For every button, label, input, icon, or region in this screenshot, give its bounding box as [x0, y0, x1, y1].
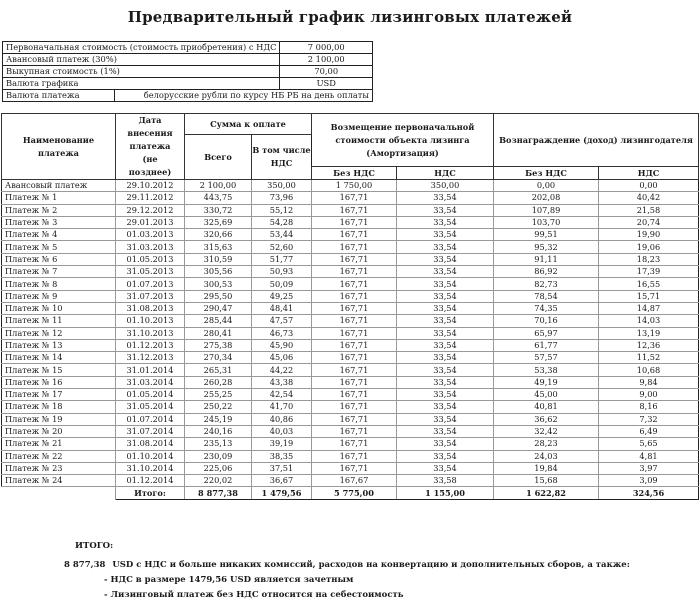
row-amort-vat: 33,54	[397, 352, 494, 364]
summary-amount: 8 877,38	[64, 560, 106, 570]
row-amort-novat: 167,71	[312, 302, 397, 314]
row-reward-novat: 45,00	[494, 389, 599, 401]
row-date: 31.12.2013	[116, 352, 185, 364]
row-reward-novat: 40,81	[494, 401, 599, 413]
row-name: Платеж № 6	[2, 253, 116, 265]
row-amort-novat: 167,71	[312, 216, 397, 228]
row-amort-vat: 33,54	[397, 425, 494, 437]
row-date: 01.10.2013	[116, 315, 185, 327]
row-sum-total: 235,13	[185, 438, 252, 450]
row-reward-novat: 82,73	[494, 278, 599, 290]
table-row	[2, 401, 699, 413]
summary-bullet: - НДС в размере 1479,56 USD является зачетным	[104, 575, 354, 585]
row-reward-vat: 20,74	[599, 216, 699, 228]
row-amort-novat: 167,71	[312, 253, 397, 265]
row-date: 01.07.2013	[116, 278, 185, 290]
row-reward-vat: 21,58	[599, 204, 699, 216]
row-reward-novat: 15,68	[494, 475, 599, 487]
row-date: 01.07.2014	[116, 413, 185, 425]
table-row	[2, 413, 699, 425]
row-reward-vat: 3,97	[599, 462, 699, 474]
header-amort-vat: НДС	[397, 167, 494, 180]
row-reward-novat: 95,32	[494, 241, 599, 253]
info-value: белорусские рубли по курсу НБ РБ на день оплаты	[115, 90, 373, 102]
row-date: 31.10.2014	[116, 462, 185, 474]
row-name: Платеж № 8	[2, 278, 116, 290]
row-reward-novat: 32,42	[494, 425, 599, 437]
row-reward-vat: 12,36	[599, 339, 699, 351]
totals-amort-vat: 1 155,00	[397, 487, 494, 499]
table-row	[2, 290, 699, 302]
row-reward-novat: 70,16	[494, 315, 599, 327]
row-amort-novat: 1 750,00	[312, 180, 397, 192]
row-sum-vat: 43,38	[252, 376, 312, 388]
row-reward-novat: 49,19	[494, 376, 599, 388]
row-sum-vat: 73,96	[252, 192, 312, 204]
row-reward-vat: 3,09	[599, 475, 699, 487]
row-sum-total: 315,63	[185, 241, 252, 253]
row-date: 29.10.2012	[116, 180, 185, 192]
row-amort-vat: 33,54	[397, 462, 494, 474]
row-date: 29.12.2012	[116, 204, 185, 216]
table-row	[2, 475, 699, 487]
table-row	[2, 229, 699, 241]
row-amort-novat: 167,71	[312, 352, 397, 364]
row-sum-total: 310,59	[185, 253, 252, 265]
row-date: 31.08.2013	[116, 302, 185, 314]
totals-sum-vat: 1 479,56	[252, 487, 312, 499]
table-row	[2, 352, 699, 364]
row-sum-vat: 41,70	[252, 401, 312, 413]
row-amort-vat: 33,54	[397, 339, 494, 351]
row-sum-total: 290,47	[185, 302, 252, 314]
row-amort-novat: 167,71	[312, 401, 397, 413]
row-sum-total: 295,50	[185, 290, 252, 302]
row-date: 01.03.2013	[116, 229, 185, 241]
row-amort-novat: 167,71	[312, 241, 397, 253]
row-amort-vat: 33,54	[397, 216, 494, 228]
row-date: 31.01.2014	[116, 364, 185, 376]
row-name: Платеж № 9	[2, 290, 116, 302]
header-date: Дата внесения платежа (не позднее)	[116, 114, 185, 180]
row-sum-vat: 51,77	[252, 253, 312, 265]
table-row	[2, 216, 699, 228]
row-name: Платеж № 11	[2, 315, 116, 327]
table-row	[2, 462, 699, 474]
row-name: Платеж № 19	[2, 413, 116, 425]
row-reward-novat: 103,70	[494, 216, 599, 228]
row-reward-novat: 28,23	[494, 438, 599, 450]
row-date: 01.10.2014	[116, 450, 185, 462]
row-amort-vat: 33,54	[397, 401, 494, 413]
row-name: Платеж № 5	[2, 241, 116, 253]
row-amort-vat: 33,54	[397, 327, 494, 339]
row-date: 01.12.2014	[116, 475, 185, 487]
row-reward-novat: 36,62	[494, 413, 599, 425]
row-date: 01.05.2013	[116, 253, 185, 265]
row-sum-total: 220,02	[185, 475, 252, 487]
row-reward-novat: 74,35	[494, 302, 599, 314]
row-reward-novat: 19,84	[494, 462, 599, 474]
table-row	[2, 302, 699, 314]
row-name: Платеж № 21	[2, 438, 116, 450]
row-amort-novat: 167,71	[312, 462, 397, 474]
row-sum-vat: 52,60	[252, 241, 312, 253]
row-date: 31.05.2014	[116, 401, 185, 413]
row-reward-vat: 8,16	[599, 401, 699, 413]
totals-amort-novat: 5 775,00	[312, 487, 397, 499]
row-reward-vat: 19,90	[599, 229, 699, 241]
row-sum-total: 240,16	[185, 425, 252, 437]
row-name: Платеж № 15	[2, 364, 116, 376]
row-sum-vat: 36,67	[252, 475, 312, 487]
info-row	[3, 78, 373, 90]
row-reward-vat: 5,65	[599, 438, 699, 450]
table-row	[2, 376, 699, 388]
row-date: 31.07.2014	[116, 425, 185, 437]
table-row	[2, 204, 699, 216]
row-amort-vat: 33,54	[397, 302, 494, 314]
info-row	[3, 90, 373, 102]
row-amort-novat: 167,67	[312, 475, 397, 487]
row-sum-total: 320,66	[185, 229, 252, 241]
row-sum-total: 245,19	[185, 413, 252, 425]
row-amort-novat: 167,71	[312, 315, 397, 327]
row-sum-vat: 38,35	[252, 450, 312, 462]
totals-label: Итого:	[116, 487, 185, 499]
row-reward-novat: 24,03	[494, 450, 599, 462]
row-sum-vat: 55,12	[252, 204, 312, 216]
row-reward-vat: 13,19	[599, 327, 699, 339]
row-name: Платеж № 20	[2, 425, 116, 437]
row-reward-novat: 99,51	[494, 229, 599, 241]
row-amort-novat: 167,71	[312, 389, 397, 401]
row-sum-total: 330,72	[185, 204, 252, 216]
row-reward-novat: 91,11	[494, 253, 599, 265]
row-reward-novat: 78,54	[494, 290, 599, 302]
row-date: 31.03.2014	[116, 376, 185, 388]
row-amort-novat: 167,71	[312, 450, 397, 462]
info-label: Первоначальная стоимость (стоимость приобретения) с НДС	[3, 42, 280, 54]
header-amortization-group: Возмещение первоначальной стоимости объекта лизинга (Амортизация)	[312, 114, 494, 167]
row-amort-novat: 167,71	[312, 438, 397, 450]
row-date: 31.07.2013	[116, 290, 185, 302]
row-reward-vat: 4,81	[599, 450, 699, 462]
row-date: 01.05.2014	[116, 389, 185, 401]
row-amort-vat: 33,54	[397, 376, 494, 388]
info-label: Авансовый платеж (30%)	[3, 54, 280, 66]
row-sum-total: 255,25	[185, 389, 252, 401]
info-label: Валюта графика	[3, 78, 280, 90]
row-sum-total: 265,31	[185, 364, 252, 376]
row-amort-vat: 33,54	[397, 266, 494, 278]
row-sum-total: 285,44	[185, 315, 252, 327]
table-row	[2, 389, 699, 401]
row-reward-vat: 7,32	[599, 413, 699, 425]
info-value: USD	[280, 78, 373, 90]
table-row	[2, 192, 699, 204]
row-amort-novat: 167,71	[312, 425, 397, 437]
row-name: Платеж № 16	[2, 376, 116, 388]
row-sum-total: 280,41	[185, 327, 252, 339]
schedule-rows	[2, 180, 699, 487]
row-reward-vat: 40,42	[599, 192, 699, 204]
table-row	[2, 327, 699, 339]
row-reward-vat: 18,23	[599, 253, 699, 265]
row-date: 29.01.2013	[116, 216, 185, 228]
row-amort-novat: 167,71	[312, 339, 397, 351]
row-sum-vat: 40,86	[252, 413, 312, 425]
totals-row	[2, 487, 699, 499]
row-amort-novat: 167,71	[312, 364, 397, 376]
summary-heading: ИТОГО:	[75, 541, 114, 551]
totals-empty	[2, 487, 116, 499]
row-sum-vat: 39,19	[252, 438, 312, 450]
row-sum-total: 2 100,00	[185, 180, 252, 192]
row-amort-vat: 33,54	[397, 229, 494, 241]
row-reward-vat: 19,06	[599, 241, 699, 253]
row-name: Платеж № 24	[2, 475, 116, 487]
row-reward-novat: 0,00	[494, 180, 599, 192]
row-sum-vat: 45,90	[252, 339, 312, 351]
table-row	[2, 180, 699, 192]
row-name: Платеж № 2	[2, 204, 116, 216]
row-amort-vat: 33,58	[397, 475, 494, 487]
row-sum-vat: 42,54	[252, 389, 312, 401]
row-name: Платеж № 13	[2, 339, 116, 351]
row-sum-vat: 46,73	[252, 327, 312, 339]
row-name: Платеж № 17	[2, 389, 116, 401]
info-label: Валюта платежа	[3, 90, 115, 102]
info-row	[3, 66, 373, 78]
row-name: Платеж № 7	[2, 266, 116, 278]
row-name: Платеж № 3	[2, 216, 116, 228]
header-sum-vat: В том числе НДС	[252, 135, 312, 180]
row-sum-vat: 54,28	[252, 216, 312, 228]
row-sum-vat: 53,44	[252, 229, 312, 241]
totals-reward-novat: 1 622,82	[494, 487, 599, 499]
row-amort-vat: 350,00	[397, 180, 494, 192]
table-row	[2, 450, 699, 462]
row-name: Платеж № 22	[2, 450, 116, 462]
row-reward-vat: 6,49	[599, 425, 699, 437]
row-reward-novat: 53,38	[494, 364, 599, 376]
row-date: 31.05.2013	[116, 266, 185, 278]
row-amort-vat: 33,54	[397, 438, 494, 450]
row-amort-novat: 167,71	[312, 278, 397, 290]
info-row	[3, 42, 373, 54]
row-date: 31.10.2013	[116, 327, 185, 339]
table-row	[2, 438, 699, 450]
row-name: Платеж № 14	[2, 352, 116, 364]
row-name: Платеж № 10	[2, 302, 116, 314]
row-reward-novat: 107,89	[494, 204, 599, 216]
row-sum-total: 300,53	[185, 278, 252, 290]
row-sum-total: 305,56	[185, 266, 252, 278]
page-title: Предварительный график лизинговых платежей	[127, 8, 573, 26]
row-date: 01.12.2013	[116, 339, 185, 351]
row-amort-vat: 33,54	[397, 389, 494, 401]
row-name: Платеж № 18	[2, 401, 116, 413]
header-name: Наименование платежа	[2, 114, 116, 180]
header-sum-group: Сумма к оплате	[185, 114, 312, 135]
row-sum-vat: 47,57	[252, 315, 312, 327]
row-sum-vat: 44,22	[252, 364, 312, 376]
totals-sum-total: 8 877,38	[185, 487, 252, 499]
row-amort-vat: 33,54	[397, 413, 494, 425]
row-name: Платеж № 4	[2, 229, 116, 241]
table-row	[2, 241, 699, 253]
summary-text: USD с НДС и больше никаких комиссий, расходов на конвертацию и дополнительных сборов, а также:	[112, 560, 630, 570]
row-amort-vat: 33,54	[397, 278, 494, 290]
summary-line	[64, 560, 630, 570]
row-reward-vat: 15,71	[599, 290, 699, 302]
table-row	[2, 253, 699, 265]
table-row	[2, 339, 699, 351]
row-sum-vat: 45,06	[252, 352, 312, 364]
info-value: 70,00	[280, 66, 373, 78]
row-sum-vat: 40,03	[252, 425, 312, 437]
header-reward-novat: Без НДС	[494, 167, 599, 180]
info-value: 7 000,00	[280, 42, 373, 54]
table-row	[2, 364, 699, 376]
row-sum-total: 325,69	[185, 216, 252, 228]
summary-bullet: - Лизинговый платеж без НДС относится на себестоимость	[104, 590, 404, 600]
row-reward-vat: 17,39	[599, 266, 699, 278]
row-sum-vat: 49,25	[252, 290, 312, 302]
row-amort-vat: 33,54	[397, 192, 494, 204]
table-row	[2, 266, 699, 278]
info-label: Выкупная стоимость (1%)	[3, 66, 280, 78]
row-reward-vat: 14,03	[599, 315, 699, 327]
row-reward-vat: 0,00	[599, 180, 699, 192]
table-row	[2, 315, 699, 327]
row-reward-novat: 86,92	[494, 266, 599, 278]
row-name: Платеж № 12	[2, 327, 116, 339]
info-value: 2 100,00	[280, 54, 373, 66]
row-name: Авансовый платеж	[2, 180, 116, 192]
row-amort-novat: 167,71	[312, 204, 397, 216]
row-amort-vat: 33,54	[397, 364, 494, 376]
row-reward-vat: 10,68	[599, 364, 699, 376]
row-amort-vat: 33,54	[397, 315, 494, 327]
row-amort-vat: 33,54	[397, 290, 494, 302]
row-reward-vat: 9,84	[599, 376, 699, 388]
table-row	[2, 278, 699, 290]
row-sum-vat: 48,41	[252, 302, 312, 314]
row-sum-total: 443,75	[185, 192, 252, 204]
row-reward-novat: 65,97	[494, 327, 599, 339]
row-amort-vat: 33,54	[397, 450, 494, 462]
row-amort-novat: 167,71	[312, 290, 397, 302]
row-sum-total: 260,28	[185, 376, 252, 388]
row-amort-novat: 167,71	[312, 192, 397, 204]
row-amort-novat: 167,71	[312, 376, 397, 388]
row-reward-vat: 16,55	[599, 278, 699, 290]
row-reward-vat: 9,00	[599, 389, 699, 401]
row-sum-total: 275,38	[185, 339, 252, 351]
header-amort-novat: Без НДС	[312, 167, 397, 180]
header-sum-total: Всего	[185, 135, 252, 180]
lease-info-table	[2, 41, 373, 102]
row-amort-vat: 33,54	[397, 204, 494, 216]
row-sum-vat: 350,00	[252, 180, 312, 192]
row-amort-novat: 167,71	[312, 266, 397, 278]
row-date: 31.08.2014	[116, 438, 185, 450]
row-reward-novat: 202,08	[494, 192, 599, 204]
totals-reward-vat: 324,56	[599, 487, 699, 499]
row-amort-novat: 167,71	[312, 327, 397, 339]
row-sum-vat: 37,51	[252, 462, 312, 474]
row-date: 31.03.2013	[116, 241, 185, 253]
row-date: 29.11.2012	[116, 192, 185, 204]
payment-schedule-table	[1, 113, 699, 500]
row-sum-vat: 50,93	[252, 266, 312, 278]
info-row	[3, 54, 373, 66]
row-amort-vat: 33,54	[397, 241, 494, 253]
row-amort-novat: 167,71	[312, 229, 397, 241]
table-row	[2, 425, 699, 437]
row-reward-vat: 14,87	[599, 302, 699, 314]
row-sum-total: 250,22	[185, 401, 252, 413]
header-reward-vat: НДС	[599, 167, 699, 180]
row-reward-novat: 57,57	[494, 352, 599, 364]
row-name: Платеж № 1	[2, 192, 116, 204]
row-sum-vat: 50,09	[252, 278, 312, 290]
header-reward-group: Вознаграждение (доход) лизингодателя	[494, 114, 699, 167]
row-name: Платеж № 23	[2, 462, 116, 474]
row-sum-total: 225,06	[185, 462, 252, 474]
row-amort-novat: 167,71	[312, 413, 397, 425]
row-sum-total: 230,09	[185, 450, 252, 462]
row-reward-novat: 61,77	[494, 339, 599, 351]
row-sum-total: 270,34	[185, 352, 252, 364]
row-amort-vat: 33,54	[397, 253, 494, 265]
row-reward-vat: 11,52	[599, 352, 699, 364]
